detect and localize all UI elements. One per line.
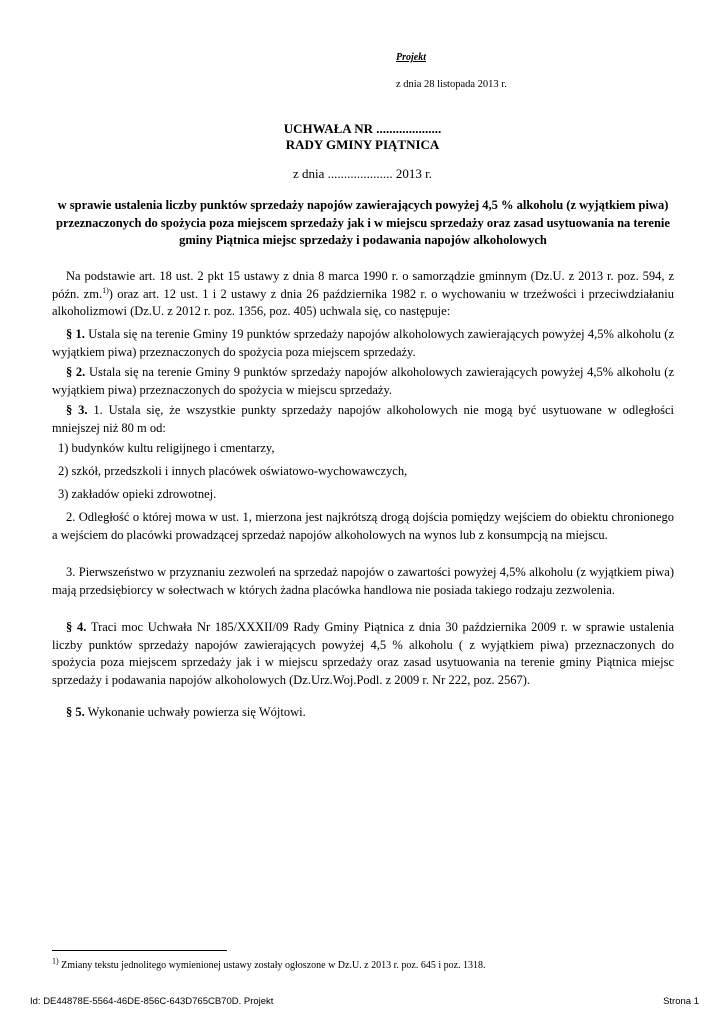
section-3-p2-text: 2. Odległość o której mowa w ust. 1, mierzona jest najkrótszą drogą dojścia pomiędzy wejściem do obiektu chronionego a wejściem do placówki prowadzącej sprzedaż napojów alkoholowych na wynos lub z konsumpcją na miejscu. xyxy=(52,510,674,542)
section-3-item: 3) zakładów opieki zdrowotnej. xyxy=(58,487,217,501)
section-3 xyxy=(52,402,674,437)
section-5-label: § 5. xyxy=(66,705,85,719)
section-3-paragraph-2 xyxy=(52,509,674,544)
footnote-separator xyxy=(52,950,227,951)
section-3-paragraph-3 xyxy=(52,564,674,599)
header-date: z dnia 28 listopada 2013 r. xyxy=(396,79,507,90)
section-4-label: § 4. xyxy=(66,620,87,634)
section-1 xyxy=(52,326,674,361)
resolution-date: z dnia .................... 2013 r. xyxy=(292,166,432,181)
section-2 xyxy=(52,364,674,399)
section-1-text: Ustala się na terenie Gminy 19 punktów sprzedaży napojów alkoholowych zawierających powyżej 4,5% alkoholu (z wyjątkiem piwa) przeznaczonych do spożycia poza miejscem sprzedaży. xyxy=(52,327,674,359)
section-5 xyxy=(52,704,674,722)
preamble-text-2: ) oraz art. 12 ust. 1 i 2 ustawy z dnia 26 października 1982 r. o wychowaniu w trzeźwości i przeciwdziałaniu alkoholizmowi (Dz.U. z 2012 r. poz. 1356, poz. 405) uchwala się, co następuje: xyxy=(52,286,675,318)
section-3-text: 1. Ustala się, że wszystkie punkty sprzedaży napojów alkoholowych nie mogą być usytuowane w odległości mniejszej niż 80 m od: xyxy=(52,403,675,435)
preamble xyxy=(52,268,674,321)
section-5-text: Wykonanie uchwały powierza się Wójtowi. xyxy=(84,705,306,719)
section-3-p3-text: 3. Pierwszeństwo w przyznaniu zezwoleń na sprzedaż napojów o zawartości powyżej 4,5% alkoholu (z wyjątkiem piwa) mają przedsiębiorcy w sołectwach w których żadna placówka handlowa nie posiada takiego rodzaju zezwolenia. xyxy=(52,565,674,597)
preamble-text-1: Na podstawie art. 18 ust. 2 pkt 15 ustawy z dnia 8 marca 1990 r. o samorządzie gminnym (Dz.U. z 2013 r. poz. 594, z późn. zm. xyxy=(52,269,674,301)
section-3-item: 1) budynków kultu religijnego i cmentarzy, xyxy=(58,441,275,455)
resolution-number: UCHWAŁA NR .................... xyxy=(283,121,442,136)
document-id: Id: DE44878E-5564-46DE-856C-643D765CB70D. Projekt xyxy=(30,996,274,1007)
section-2-label: § 2. xyxy=(66,365,86,379)
page-number: Strona 1 xyxy=(663,996,699,1007)
footnote xyxy=(52,956,486,971)
projekt-label: Projekt xyxy=(396,52,426,63)
section-3-label: § 3. xyxy=(66,403,88,417)
resolution-subject: w sprawie ustalenia liczby punktów sprzedaży napojów zawierających powyżej 4,5 % alkoholu (z wyjątkiem piwa) przeznaczonych do spożycia poza miejscem sprzedaży jak i w miejscu sprzedaży oraz zasad usytuowania na terenie gminy Piątnica miejsc sprzedaży i podawania napojów alkoholowych xyxy=(56,198,670,247)
footnote-text: Zmiany tekstu jednolitego wymienionej ustawy zostały ogłoszone w Dz.U. z 2013 r. poz. 645 i poz. 1318. xyxy=(58,960,486,971)
section-1-label: § 1. xyxy=(66,327,85,341)
section-4-text: Traci moc Uchwała Nr 185/XXXII/09 Rady Gminy Piątnica z dnia 30 października 2009 r. w sprawie ustalenia liczby punktów sprzedaży napojów zawierających powyżej 4,5 % alkoholu ( z wyjątkiem piwa) przeznaczonych do spożycia poza miejscem sprzedaży jak i w miejscu sprzedaży oraz zasad usytuowania na terenie gminy Piątnica miejsc sprzedaży i podawania napojów alkoholowych (Dz.Urz.Woj.Podl. z 2009 r. Nr 222, poz. 2567). xyxy=(52,620,674,687)
council-name: RADY GMINY PIĄTNICA xyxy=(285,137,440,152)
section-4 xyxy=(52,619,674,689)
footnote-ref: 1) xyxy=(102,285,109,295)
footnote-mark: 1) xyxy=(52,956,59,966)
section-2-text: Ustala się na terenie Gminy 9 punktów sprzedaży napojów alkoholowych zawierających powyżej 4,5% alkoholu (z wyjątkiem piwa) przeznaczonych do spożycia w miejscu sprzedaży. xyxy=(52,365,674,397)
section-3-item: 2) szkół, przedszkoli i innych placówek oświatowo-wychowawczych, xyxy=(58,464,408,478)
